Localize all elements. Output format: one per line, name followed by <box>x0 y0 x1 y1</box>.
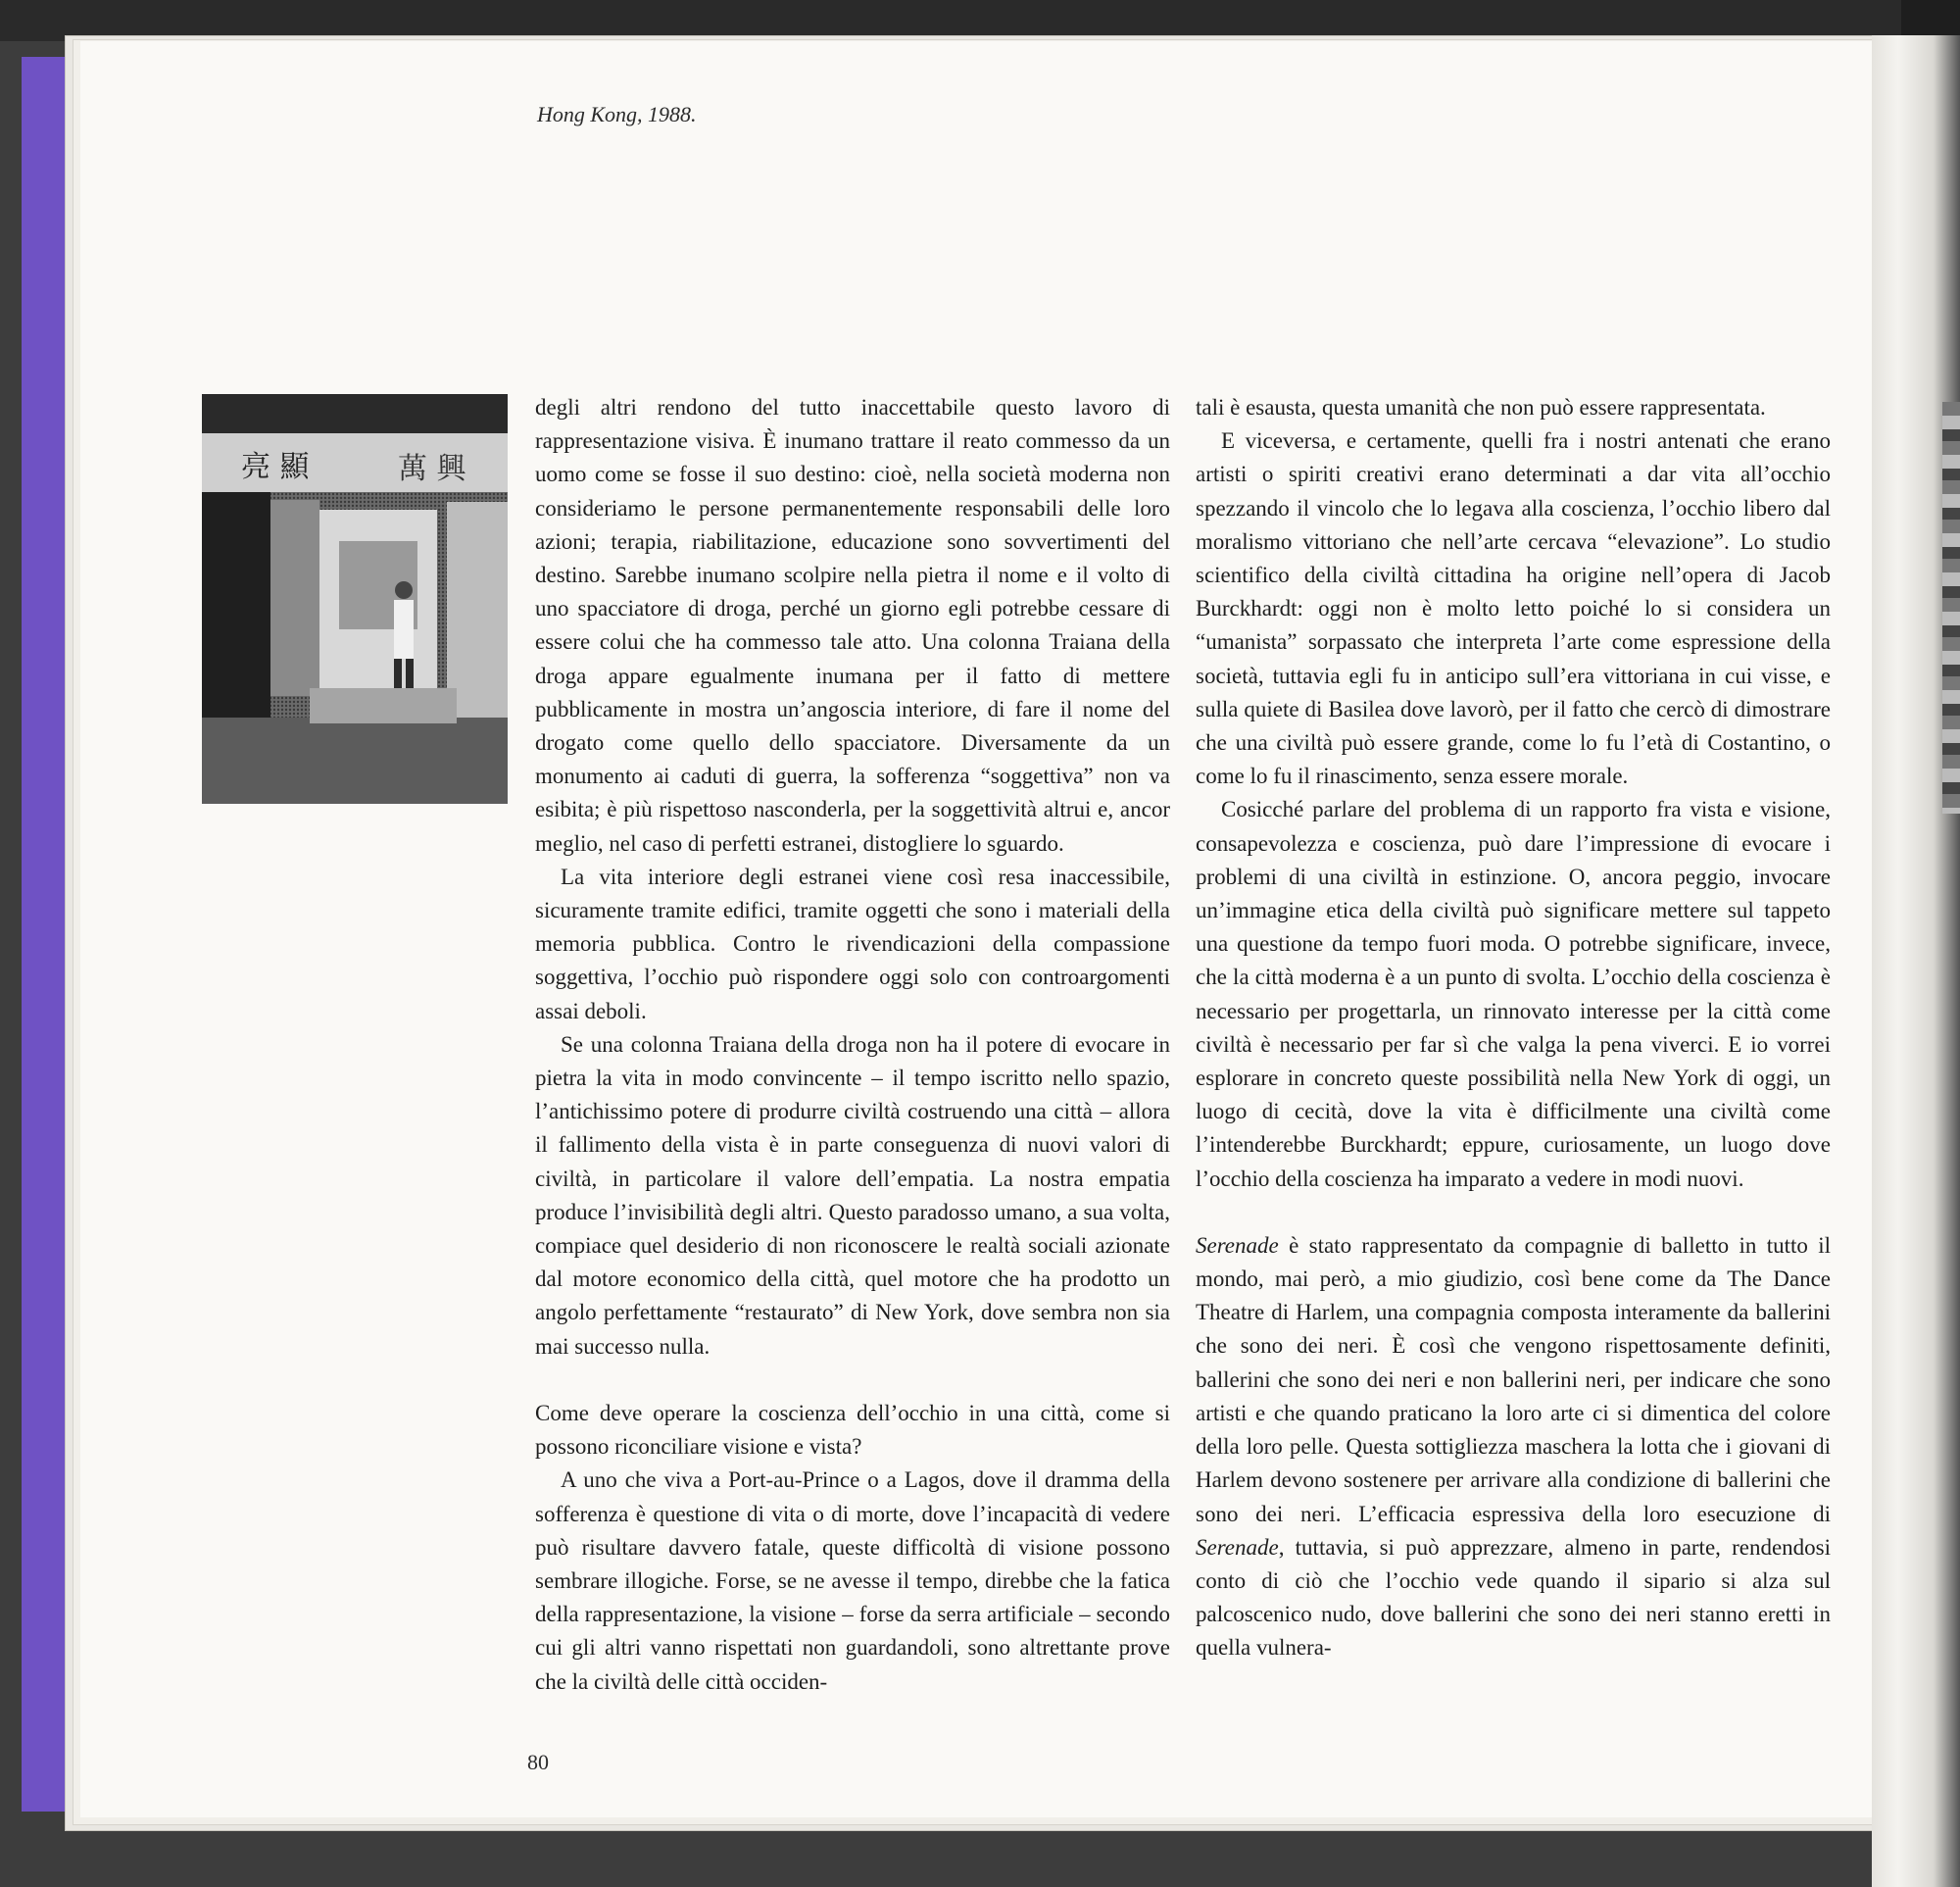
svg-text:亮 顯: 亮 顯 <box>241 450 310 484</box>
book-gutter <box>1872 35 1960 1887</box>
scan-background-corner <box>1901 0 1960 35</box>
paragraph: Come deve operare la coscienza dell’occhio in una città, come si possono riconciliare visione e vista? <box>535 1400 1170 1460</box>
paragraph: Cosicché parlare del problema di un rapporto fra vista e visione, consapevolezza e coscienza, può dare l’impressione di evocare i problemi di una civiltà in estinzione. O, ancora peggio, invocare un’immagine etica della civiltà può significare mettere sul tappeto una questione da tempo fuori moda. O potrebbe significare, invece, che la città moderna è a un punto di svolta. L’occhio della coscienza è necessario per progettarla, un rinnovato interesse per la città come civiltà è necessario per far sì che valga la pena viverci. E io vorrei esplorare in concreto queste possibilità nella New York di oggi, un luogo di cecità, dove la vita è difficilmente una civiltà come l’intenderebbe Burckhardt; eppure, curiosamente, un luogo dove l’occhio della coscienza ha imparato a vedere in modi nuovi. <box>1196 797 1831 1191</box>
page-number: 80 <box>527 1750 549 1774</box>
svg-text:萬 興: 萬 興 <box>398 452 466 486</box>
text-column-left <box>535 391 1170 1699</box>
work-title: Serenade <box>1196 1232 1279 1258</box>
photo-caption: Hong Kong, 1988. <box>537 102 697 126</box>
paragraph: La vita interiore degli estranei viene così resa inaccessibile, sicuramente tramite edifici, tramite oggetti che sono i materiali della memoria pubblica. Contro le rivendicazioni della compassione soggettiva, l’occhio può rispondere oggi solo con controargomenti assai deboli. <box>535 864 1170 1023</box>
storefront-photo <box>202 394 508 804</box>
paragraph: A uno che viva a Port-au-Prince o a Lagos, dove il dramma della sofferenza è questione di vita o di morte, dove l’incapacità di vedere può risultare davvero fatale, queste difficoltà di visione possono sembrare illogiche. Forse, se ne avesse il tempo, direbbe che la fatica della rappresentazione, la visione – forse da serra artificiale – secondo cui gli altri vanno rispettati non guardandoli, sono altrettante prove che la civiltà delle città occiden- <box>535 1467 1170 1694</box>
paragraph-serenade <box>1196 1229 1831 1665</box>
work-title: Serenade <box>1196 1534 1279 1560</box>
text-column-right <box>1196 391 1831 1665</box>
text-run: è stato rappresentato da compagnie di balletto in tutto il mondo, mai però, a mio giudizio, così bene come da The Dance Theatre di Harlem, una compagnia composta interamente da ballerini che sono dei neri. È così che vengono rispettosamente definiti, ballerini che sono dei neri e non ballerini neri, per indicare che sono artisti e che quando praticano la loro arte ci si dimentica del colore della loro pelle. Questa sottigliezza maschera la lotta che i giovani di Harlem devono sostenere per arrivare alla condizione di ballerini che sono dei neri. L’efficacia espressiva della loro esecuzione di <box>1196 1232 1831 1526</box>
facing-page-photo-edge <box>1942 402 1960 814</box>
text-run: , tuttavia, si può apprezzare, almeno in parte, rendendosi conto di ciò che l’occhio vede quando il sipario si alza sul palcoscenico nudo, dove ballerini che sono dei neri stanno eretti in quella vulnera- <box>1196 1534 1831 1661</box>
paragraph: tali è esausta, questa umanità che non può essere rappresentata. <box>1196 395 1766 420</box>
paragraph: Se una colonna Traiana della droga non ha il potere di evocare in pietra la vita in modo convincente – il tempo iscritto nello spazio, l’antichissimo potere di produrre civiltà costruendo una città – allora il fallimento della vista è in parte conseguenza di nuovi valori di civiltà, in particolare il valore dell’empatia. La nostra empatia produce l’invisibilità degli altri. Questo paradosso umano, a sua volta, compiace quel desiderio di non riconoscere le realtà sociali azionate dal motore economico della città, quel motore che ha prodotto un angolo perfettamente “restaurato” di New York, dove sembra non sia mai successo nulla. <box>535 1031 1170 1359</box>
paragraph: degli altri rendono del tutto inaccettabile questo lavoro di rappresentazione visiva. È inumano trattare il reato commesso da un uomo come se fosse il suo destino: cioè, nella società moderna non consideriamo le persone permanentemente responsabili delle loro azioni; terapia, riabilitazione, educazione sono sovvertimenti del destino. Sarebbe inumano scolpire nella pietra il nome e il volto di uno spacciatore di droga, perché un giorno egli potrebbe cessare di essere colui che ha commesso tale atto. Una colonna Traiana della droga appare egualmente inumana per il fatto di mettere pubblicamente in mostra un’angoscia interiore, di fare il nome del drogato come quello dello spacciatore. Diversamente da un monumento ai caduti di guerra, la sofferenza “soggettiva” non va esibita; è più rispettoso nasconderla, per la soggettività altrui e, ancor meglio, nel caso di perfetti estranei, distogliere lo sguardo. <box>535 395 1170 856</box>
paragraph: E viceversa, e certamente, quelli fra i nostri antenati che erano artisti o spiriti creativi erano determinati a dar vita all’occhio spezzando il vincolo che lo legava alla coscienza, l’occhio libero dal moralismo vittoriano che nell’arte cercava “elevazione”. Lo studio scientifico della civiltà cittadina ha origine nell’opera di Jacob Burckhardt: oggi non è molto letto poiché lo si considera un “umanista” sorpassato che interpreta l’arte come espressione della società, tuttavia egli fu in anticipo sull’era vittoriana in cui visse, e sulla quiete di Basilea dove lavorò, per il fatto che cercò di dimostrare che una civiltà può essere grande, come lo fu l’età di Costantino, o come lo fu il rinascimento, senza essere morale. <box>1196 428 1831 789</box>
